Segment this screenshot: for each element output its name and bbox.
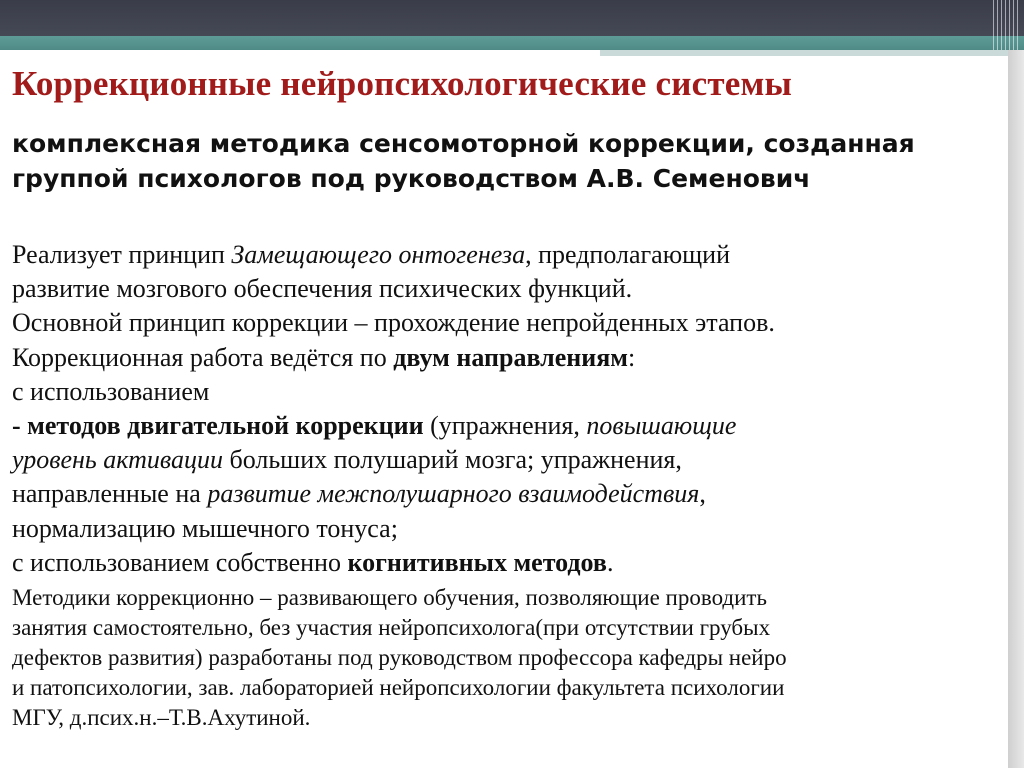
accent-bar	[0, 36, 1024, 50]
body-line	[12, 238, 1002, 272]
text-run: .	[606, 547, 614, 577]
slide-subtitle: комплексная методика сенсомоторной коррекции, созданная группой психологов под руководством А.В. Семенович	[12, 129, 915, 193]
text-run: Коррекционная работа ведётся по	[12, 342, 394, 372]
body-line	[12, 477, 1002, 511]
note-line: занятия самостоятельно, без участия нейропсихолога(при отсутствии грубых	[12, 615, 771, 640]
text-run: :	[628, 342, 636, 372]
body-line	[12, 341, 1002, 375]
slide-right-edge	[1008, 50, 1024, 768]
text-run: , предполагающий	[525, 240, 730, 269]
body-line	[12, 409, 1002, 443]
italic-term: Замещающего онтогенеза	[231, 240, 526, 269]
note-line: Методики коррекционно – развивающего обучения, позволяющие проводить	[12, 585, 767, 610]
slide	[0, 50, 1008, 768]
body-line	[12, 546, 1002, 580]
italic-term: развитие межполушарного взаимодействия	[207, 479, 700, 509]
body-line: с использованием	[12, 376, 210, 406]
italic-term: уровень активации	[12, 445, 223, 475]
italic-term: повышающие	[586, 411, 737, 441]
text-run: направленные на	[12, 479, 208, 509]
slide-body	[12, 238, 1002, 580]
bold-term: - методов двигательной коррекции	[12, 411, 424, 441]
slide-title: Коррекционные нейропсихологические системы	[12, 64, 793, 103]
body-line: развитие мозгового обеспечения психических функций.	[12, 274, 633, 304]
body-line: Основной принцип коррекции – прохождение непройденных этапов.	[12, 308, 775, 338]
header-bar	[0, 0, 1024, 36]
bold-term: когнитивных методов	[347, 547, 607, 577]
note-line: МГУ, д.псих.н.–Т.В.Ахутиной.	[12, 705, 311, 730]
decorative-lines	[990, 0, 1020, 50]
note-line: дефектов развития) разработаны под руководством профессора кафедры нейро	[12, 645, 787, 670]
text-run: больших полушарий мозга; упражнения,	[222, 445, 682, 475]
note-line: и патопсихологии, зав. лабораторией нейропсихологии факультета психологии	[12, 675, 785, 700]
body-line	[12, 443, 1002, 477]
text-run: (упражнения,	[423, 411, 587, 441]
note-paragraph	[12, 583, 1002, 733]
body-line: нормализацию мышечного тонуса;	[12, 513, 398, 543]
text-run: Реализует принцип	[12, 240, 232, 269]
text-run: ,	[699, 479, 706, 509]
bold-term: двум направлениям	[393, 342, 629, 372]
slide-top-strip	[0, 50, 1008, 56]
text-run: с использованием собственно	[12, 547, 348, 577]
